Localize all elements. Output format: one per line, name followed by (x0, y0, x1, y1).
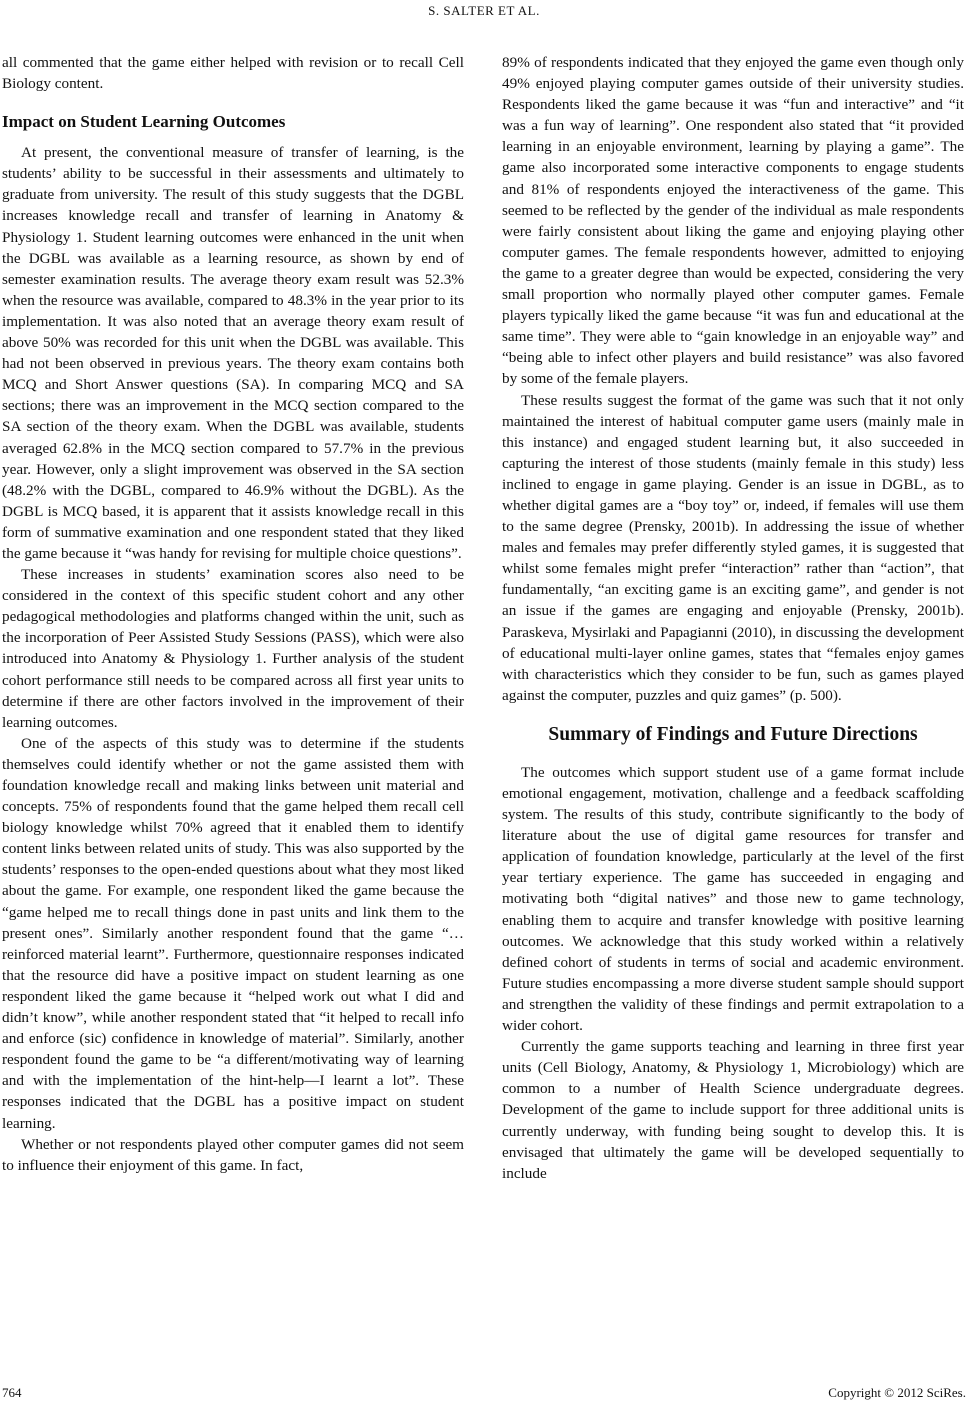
paragraph: Currently the game supports teaching and learning in three first year units (Cell Biology, Anatomy, & Physiology 1, Microbiology) which are common to a number of Health Science undergraduate degrees. Development of the game to include support for three additional units is currently underway, with funding being sought to develop this. It is envisaged that ultimately the game will be developed sequentially to include (502, 1038, 964, 1182)
paragraph: 89% of respondents indicated that they enjoyed the game even though only 49% enjoyed playing computer games outside of their university studies. Respondents liked the game because it was “fun and interactive” and “it was a fun way of learning”. One respondent also stated that “it provided learning in an enjoyable environment, learning by playing a game”. The game also incorporated some interactive components to engage students and 81% of respondents enjoyed the interactiveness of the game. This seemed to be reflected by the gender of the individual as male respondents were fairly consistent about liking the game and enjoying playing other computer games. The female respondents however, admitted to enjoying the game to a greater degree than would be expected, considering the very small proportion who normally played other computer games. Female players typically liked the game because “it was fun and educational at the same time”. They were able to “gain knowledge in an enjoyable way” and “being able to infect other players and build resistance” was also favored by some of the female players. (502, 54, 964, 388)
section-heading: Summary of Findings and Future Directions (548, 723, 918, 745)
paragraph: Whether or not respondents played other computer games did not seem to influence their enjoyment of this game. In fact, (2, 1135, 464, 1174)
paragraph: One of the aspects of this study was to determine if the students themselves could identify whether or not the game assisted them with foundation knowledge recall and making links between unit material and concepts. 75% of respondents found that the game helped them recall cell biology knowledge whilst 70% agreed that it enabled them to identify content links between related units of study. This was also supported by the students’ responses to the open-ended questions about what they most liked about the game. For example, one respondent liked the game because the “game helped me to recall things done in past units and link them to the present ones”. Similarly another respondent found that the game “… reinforced material learnt”. Furthermore, questionnaire responses indicated that the resource did have a positive impact on student learning as one respondent liked the game because it “helped work out what I did and didn’t know”, while another respondent stated that “it helped to recall info and enforce (sic) confidence in knowledge of material”. Similarly, another respondent found the game to be “a different/motivating way of learning and with the implementation of the hint-help—I learnt a lot”. These responses indicated that the DGBL has a positive impact on student learning. (2, 734, 464, 1132)
paragraph: all commented that the game either helped with revision or to recall Cell Biology content. (2, 54, 464, 93)
copyright-notice: Copyright © 2012 SciRes. (828, 1385, 966, 1400)
right-column (502, 52, 964, 1184)
section-heading: Impact on Student Learning Outcomes (2, 112, 286, 132)
paragraph: These results suggest the format of the game was such that it not only maintained the interest of habitual computer game users (mainly male in this instance) and engaged student learning but, it also succeeded in capturing the interest of those students (mainly female in this study) less inclined to engage in game playing. Gender is an issue in DGBL, as to whether digital games are a “boy toy” or, indeed, if females will use them to the same degree (Prensky, 2001b). In addressing the issue of whether males and females may prefer differently styled games, it is suggested that whilst some females might prefer “interaction” rather than “action”, that fundamentally, “an exciting game is an exciting game”, and gender is not an issue if the games are engaging and enjoyable (Prensky, 2001b). Paraskeva, Mysirlaki and Papagianni (2010), in discussing the development of educational multi-layer online games, states that “females enjoy games with characteristics which they consider to be fun, such as games played against the computer, puzzles and quiz games” (p. 500). (502, 391, 964, 704)
paragraph: At present, the conventional measure of transfer of learning, is the students’ ability to be successful in their assessments and ultimately to graduate from university. The result of this study suggests that the DGBL increases knowledge recall and transfer of learning in Anatomy & Physiology 1. Student learning outcomes were enhanced in the unit when the DGBL was available as a learning resource, as shown by end of semester examination results. The average theory exam result was 52.3% when the resource was available, compared to 48.3% in the year prior to its implementation. It was also noted that an average theory exam result of above 50% was recorded for this unit when the DGBL was available. This had not been observed in previous years. The theory exam contains both MCQ and Short Answer questions (SA). In comparing MCQ and SA sections; there was an improvement in the MCQ section compared to the SA section of the theory exam. When the DGBL was available, students averaged 62.8% in the MCQ section compared to 57.7% in the previous year. However, only a slight improvement was observed in the SA section (48.2% with the DGBL, compared to 46.9% without the DGBL). As the DGBL is MCQ based, it is apparent that it assists knowledge recall in this form of summative examination and one respondent stated that they liked the game because it “was handy for revising for multiple choice questions”. (2, 144, 464, 562)
paragraph: These increases in students’ examination scores also need to be considered in the context of this specific student cohort and any other pedagogical methodologies and platforms changed within the unit, such as the incorporation of Peer Assisted Study Sessions (PASS), which were also introduced into Anatomy & Physiology 1. Further analysis of the student cohort performance still needs to be compared across all first year units to determine if there are other factors involved in the improvement of their learning outcomes. (2, 566, 464, 731)
paragraph: The outcomes which support student use of a game format include emotional engagement, motivation, challenge and a feedback scaffolding system. The results of this study, contribute significantly to the body of literature about the use of digital game resources for transfer and application of foundation knowledge, particularly at the level of the first year tertiary experience. The game has succeeded in engaging and motivating both “digital natives” and those new to game technology, enabling them to acquire and transfer knowledge with positive learning outcomes. We acknowledge that this study worked within a relatively defined cohort of students in terms of social and academic environment. Future studies encompassing a more diverse student sample should support and strengthen the validity of these findings and permit extrapolation to a wider cohort. (502, 763, 964, 1035)
page-number: 764 (2, 1385, 22, 1400)
running-head: S. SALTER ET AL. (428, 3, 540, 18)
left-column (2, 52, 464, 1176)
